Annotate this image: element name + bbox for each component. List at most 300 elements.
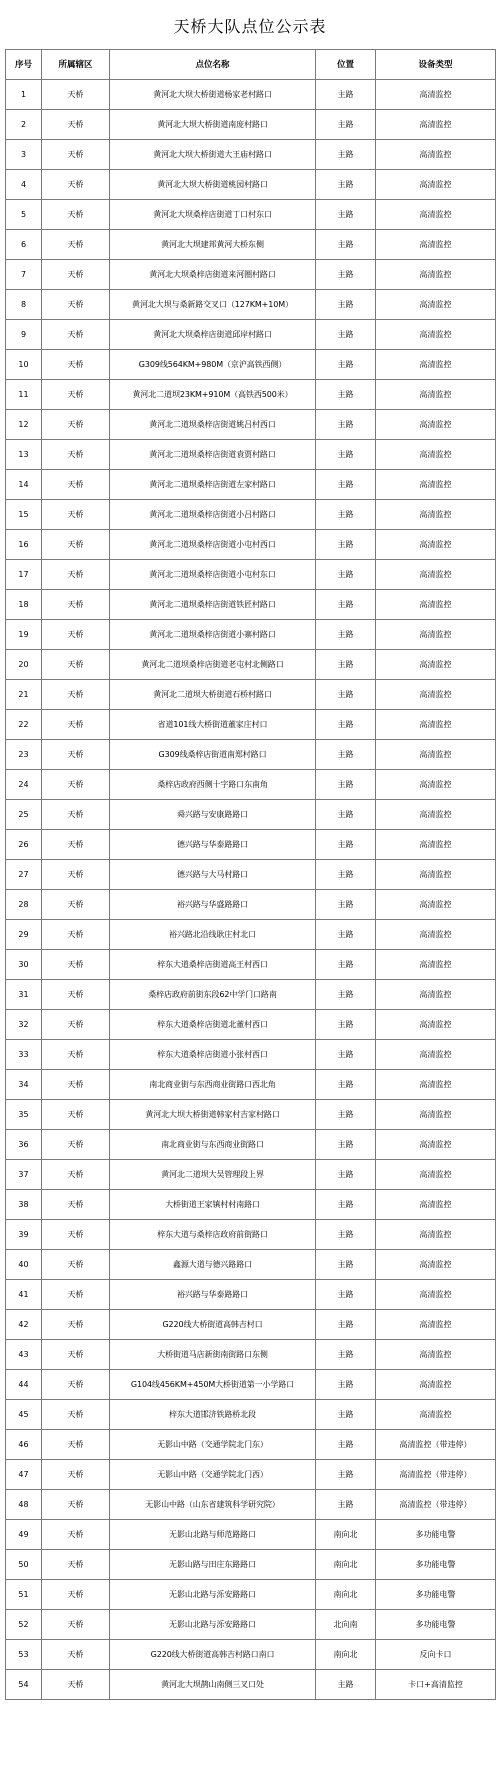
- cell-district: 天桥: [42, 410, 110, 440]
- cell-position: 主路: [316, 1130, 376, 1160]
- cell-district: 天桥: [42, 380, 110, 410]
- cell-location-name: 梓东大道与桑梓店政府前街路口: [110, 1220, 316, 1250]
- cell-index: 48: [6, 1490, 42, 1520]
- cell-position: 主路: [316, 680, 376, 710]
- cell-district: 天桥: [42, 1100, 110, 1130]
- cell-location-name: 黄河北大坝大桥街道韩家村吉家村路口: [110, 1100, 316, 1130]
- cell-location-name: 黄河北大坝桑梓店街道邱岸村路口: [110, 320, 316, 350]
- table-row: [6, 380, 496, 410]
- table-row: [6, 1670, 496, 1700]
- table-row: [6, 1310, 496, 1340]
- cell-index: 35: [6, 1100, 42, 1130]
- table-row: [6, 1130, 496, 1160]
- cell-index: 15: [6, 500, 42, 530]
- cell-index: 38: [6, 1190, 42, 1220]
- page-title: 天桥大队点位公示表: [173, 17, 327, 36]
- cell-device-type: 高清监控: [376, 800, 496, 830]
- table-row: [6, 1370, 496, 1400]
- cell-position: 主路: [316, 710, 376, 740]
- cell-district: 天桥: [42, 200, 110, 230]
- cell-position: 南向北: [316, 1580, 376, 1610]
- cell-location-name: 无影山中路（山东省建筑科学研究院）: [110, 1490, 316, 1520]
- table-row: [6, 1070, 496, 1100]
- cell-device-type: 高清监控: [376, 620, 496, 650]
- cell-device-type: 多功能电警: [376, 1580, 496, 1610]
- cell-district: 天桥: [42, 320, 110, 350]
- table-row: [6, 890, 496, 920]
- cell-position: 主路: [316, 350, 376, 380]
- cell-index: 39: [6, 1220, 42, 1250]
- table-row: [6, 1400, 496, 1430]
- table-row: [6, 1550, 496, 1580]
- cell-index: 36: [6, 1130, 42, 1160]
- cell-device-type: 高清监控: [376, 830, 496, 860]
- cell-index: 7: [6, 260, 42, 290]
- cell-location-name: 无影山路与田庄东路路口: [110, 1550, 316, 1580]
- cell-index: 23: [6, 740, 42, 770]
- cell-position: 主路: [316, 440, 376, 470]
- cell-device-type: 高清监控: [376, 1250, 496, 1280]
- cell-index: 53: [6, 1640, 42, 1670]
- cell-index: 33: [6, 1040, 42, 1070]
- cell-index: 5: [6, 200, 42, 230]
- cell-location-name: 无影山中路（交通学院北门东）: [110, 1430, 316, 1460]
- cell-device-type: 高清监控: [376, 1160, 496, 1190]
- cell-location-name: 桑梓店政府西侧十字路口东南角: [110, 770, 316, 800]
- cell-location-name: 黄河北二道坝桑梓店街道小吕村路口: [110, 500, 316, 530]
- cell-position: 主路: [316, 1400, 376, 1430]
- cell-device-type: 高清监控: [376, 1040, 496, 1070]
- cell-district: 天桥: [42, 290, 110, 320]
- table-row: [6, 1010, 496, 1040]
- cell-district: 天桥: [42, 1610, 110, 1640]
- cell-position: 主路: [316, 740, 376, 770]
- cell-index: 26: [6, 830, 42, 860]
- cell-district: 天桥: [42, 470, 110, 500]
- cell-district: 天桥: [42, 1160, 110, 1190]
- cell-location-name: 黄河北二道坝大桥街道石桥村路口: [110, 680, 316, 710]
- cell-district: 天桥: [42, 1370, 110, 1400]
- cell-index: 1: [6, 80, 42, 110]
- table-row: [6, 1520, 496, 1550]
- cell-location-name: 梓东大道桑梓店街道小张村西口: [110, 1040, 316, 1070]
- cell-device-type: 高清监控: [376, 320, 496, 350]
- table-row: [6, 470, 496, 500]
- cell-location-name: 黄河北大坝鹊山南侧三叉口处: [110, 1670, 316, 1700]
- cell-district: 天桥: [42, 1340, 110, 1370]
- cell-position: 主路: [316, 140, 376, 170]
- table-row: [6, 740, 496, 770]
- cell-index: 9: [6, 320, 42, 350]
- cell-device-type: 高清监控: [376, 1220, 496, 1250]
- cell-index: 25: [6, 800, 42, 830]
- cell-index: 10: [6, 350, 42, 380]
- cell-district: 天桥: [42, 950, 110, 980]
- cell-index: 4: [6, 170, 42, 200]
- cell-device-type: 高清监控: [376, 680, 496, 710]
- cell-index: 50: [6, 1550, 42, 1580]
- table-row: [6, 590, 496, 620]
- cell-location-name: 裕兴路与华盛路路口: [110, 890, 316, 920]
- cell-position: 南向北: [316, 1520, 376, 1550]
- table-row: [6, 500, 496, 530]
- cell-district: 天桥: [42, 1010, 110, 1040]
- cell-index: 51: [6, 1580, 42, 1610]
- cell-index: 41: [6, 1280, 42, 1310]
- cell-device-type: 高清监控: [376, 1070, 496, 1100]
- table-row: [6, 110, 496, 140]
- cell-position: 北向南: [316, 1610, 376, 1640]
- cell-position: 主路: [316, 260, 376, 290]
- cell-device-type: 高清监控: [376, 1130, 496, 1160]
- cell-index: 24: [6, 770, 42, 800]
- cell-district: 天桥: [42, 1670, 110, 1700]
- cell-device-type: 多功能电警: [376, 1550, 496, 1580]
- cell-location-name: 大桥街道王家镇村村南路口: [110, 1190, 316, 1220]
- cell-device-type: 高清监控: [376, 860, 496, 890]
- cell-location-name: 黄河北大坝大桥街道桃园村路口: [110, 170, 316, 200]
- cell-district: 天桥: [42, 530, 110, 560]
- cell-index: 3: [6, 140, 42, 170]
- cell-position: 主路: [316, 1490, 376, 1520]
- cell-district: 天桥: [42, 1430, 110, 1460]
- table-row: [6, 290, 496, 320]
- cell-location-name: G220线大桥街道高韩吉村路口南口: [110, 1640, 316, 1670]
- cell-device-type: 高清监控: [376, 80, 496, 110]
- cell-position: 主路: [316, 650, 376, 680]
- cell-position: 主路: [316, 1190, 376, 1220]
- cell-location-name: 南北商业街与东西商业街路口西北角: [110, 1070, 316, 1100]
- cell-position: 主路: [316, 410, 376, 440]
- cell-index: 16: [6, 530, 42, 560]
- cell-position: 主路: [316, 1340, 376, 1370]
- cell-device-type: 高清监控: [376, 200, 496, 230]
- cell-district: 天桥: [42, 860, 110, 890]
- table-header-row: [6, 50, 496, 80]
- table-row: [6, 140, 496, 170]
- cell-location-name: 黄河北二道坝23KM+910M（高铁西500米）: [110, 380, 316, 410]
- cell-position: 主路: [316, 770, 376, 800]
- cell-device-type: 高清监控: [376, 1340, 496, 1370]
- cell-position: 主路: [316, 800, 376, 830]
- cell-district: 天桥: [42, 1070, 110, 1100]
- cell-position: 主路: [316, 470, 376, 500]
- cell-position: 主路: [316, 230, 376, 260]
- cell-device-type: 高清监控: [376, 1280, 496, 1310]
- cell-position: 主路: [316, 1040, 376, 1070]
- cell-location-name: 黄河北大坝桑梓店街道来河圈村路口: [110, 260, 316, 290]
- cell-district: 天桥: [42, 590, 110, 620]
- table-row: [6, 80, 496, 110]
- cell-device-type: 高清监控: [376, 770, 496, 800]
- cell-position: 主路: [316, 620, 376, 650]
- cell-location-name: 黄河北大坝建邦黄河大桥东侧: [110, 230, 316, 260]
- table-row: [6, 230, 496, 260]
- cell-device-type: 高清监控: [376, 290, 496, 320]
- table-row: [6, 1580, 496, 1610]
- cell-position: 主路: [316, 1220, 376, 1250]
- cell-index: 2: [6, 110, 42, 140]
- cell-district: 天桥: [42, 1250, 110, 1280]
- table-row: [6, 800, 496, 830]
- cell-district: 天桥: [42, 560, 110, 590]
- table-row: [6, 1340, 496, 1370]
- cell-district: 天桥: [42, 260, 110, 290]
- location-table: [5, 49, 496, 1700]
- cell-district: 天桥: [42, 1280, 110, 1310]
- table-row: [6, 260, 496, 290]
- cell-index: 37: [6, 1160, 42, 1190]
- cell-district: 天桥: [42, 890, 110, 920]
- cell-location-name: 黄河北二道坝桑梓店街道小寨村路口: [110, 620, 316, 650]
- table-row: [6, 1640, 496, 1670]
- cell-district: 天桥: [42, 800, 110, 830]
- cell-index: 27: [6, 860, 42, 890]
- cell-location-name: 黄河北二道坝桑梓店街道姚吕村西口: [110, 410, 316, 440]
- cell-location-name: 无影山北路与泺安路路口: [110, 1610, 316, 1640]
- cell-district: 天桥: [42, 350, 110, 380]
- cell-index: 43: [6, 1340, 42, 1370]
- cell-device-type: 高清监控: [376, 560, 496, 590]
- table-row: [6, 620, 496, 650]
- cell-position: 主路: [316, 560, 376, 590]
- cell-position: 主路: [316, 590, 376, 620]
- cell-location-name: G309线564KM+980M（京沪高铁西侧）: [110, 350, 316, 380]
- cell-device-type: 卡口+高清监控: [376, 1670, 496, 1700]
- cell-index: 13: [6, 440, 42, 470]
- cell-location-name: 裕兴路与华泰路路口: [110, 1280, 316, 1310]
- cell-district: 天桥: [42, 1190, 110, 1220]
- cell-device-type: 高清监控: [376, 920, 496, 950]
- cell-location-name: 黄河北二道坝大吴管理段上界: [110, 1160, 316, 1190]
- cell-index: 54: [6, 1670, 42, 1700]
- cell-device-type: 高清监控: [376, 890, 496, 920]
- cell-device-type: 高清监控: [376, 500, 496, 530]
- cell-index: 6: [6, 230, 42, 260]
- cell-index: 29: [6, 920, 42, 950]
- cell-device-type: 高清监控: [376, 1400, 496, 1430]
- cell-location-name: G104线456KM+450M大桥街道第一小学路口: [110, 1370, 316, 1400]
- cell-position: 主路: [316, 1670, 376, 1700]
- cell-device-type: 高清监控: [376, 170, 496, 200]
- cell-position: 主路: [316, 1460, 376, 1490]
- cell-district: 天桥: [42, 1400, 110, 1430]
- cell-index: 44: [6, 1370, 42, 1400]
- cell-index: 22: [6, 710, 42, 740]
- table-row: [6, 440, 496, 470]
- cell-location-name: 梓东大道桑梓店街道高王村西口: [110, 950, 316, 980]
- cell-index: 45: [6, 1400, 42, 1430]
- cell-location-name: 桑梓店政府前街东段62中学门口路南: [110, 980, 316, 1010]
- cell-location-name: 省道101线大桥街道董家庄村口: [110, 710, 316, 740]
- table-row: [6, 1100, 496, 1130]
- cell-position: 主路: [316, 1070, 376, 1100]
- cell-district: 天桥: [42, 620, 110, 650]
- cell-location-name: 无影山北路与泺安路路口: [110, 1580, 316, 1610]
- cell-district: 天桥: [42, 440, 110, 470]
- cell-location-name: 梓东大道邯济铁路桥北段: [110, 1400, 316, 1430]
- cell-position: 主路: [316, 530, 376, 560]
- cell-device-type: 高清监控: [376, 1190, 496, 1220]
- cell-position: 主路: [316, 1100, 376, 1130]
- table-row: [6, 710, 496, 740]
- cell-position: 主路: [316, 380, 376, 410]
- cell-location-name: 黄河北大坝大桥街道南庞村路口: [110, 110, 316, 140]
- cell-device-type: 高清监控: [376, 1100, 496, 1130]
- cell-device-type: 高清监控: [376, 350, 496, 380]
- table-row: [6, 680, 496, 710]
- cell-position: 主路: [316, 1010, 376, 1040]
- cell-device-type: 高清监控（带违停）: [376, 1460, 496, 1490]
- cell-district: 天桥: [42, 830, 110, 860]
- table-row: [6, 650, 496, 680]
- cell-position: 南向北: [316, 1640, 376, 1670]
- cell-device-type: 多功能电警: [376, 1610, 496, 1640]
- cell-district: 天桥: [42, 1220, 110, 1250]
- cell-position: 主路: [316, 1250, 376, 1280]
- cell-position: 主路: [316, 1310, 376, 1340]
- cell-location-name: 舜兴路与安康路路口: [110, 800, 316, 830]
- table-body: [6, 80, 496, 1700]
- cell-district: 天桥: [42, 170, 110, 200]
- cell-position: 主路: [316, 860, 376, 890]
- table-row: [6, 1250, 496, 1280]
- cell-position: 主路: [316, 80, 376, 110]
- cell-index: 11: [6, 380, 42, 410]
- cell-index: 52: [6, 1610, 42, 1640]
- cell-index: 18: [6, 590, 42, 620]
- cell-device-type: 高清监控（带违停）: [376, 1430, 496, 1460]
- cell-district: 天桥: [42, 680, 110, 710]
- cell-district: 天桥: [42, 710, 110, 740]
- cell-position: 南向北: [316, 1550, 376, 1580]
- header-device-type: 设备类型: [376, 50, 496, 80]
- cell-device-type: 高清监控（带违停）: [376, 1490, 496, 1520]
- cell-location-name: G309线桑梓店街道南郑村路口: [110, 740, 316, 770]
- cell-device-type: 高清监控: [376, 950, 496, 980]
- cell-device-type: 高清监控: [376, 260, 496, 290]
- table-row: [6, 1040, 496, 1070]
- cell-device-type: 高清监控: [376, 710, 496, 740]
- cell-district: 天桥: [42, 110, 110, 140]
- cell-position: 主路: [316, 500, 376, 530]
- cell-index: 42: [6, 1310, 42, 1340]
- header-index: 序号: [6, 50, 42, 80]
- cell-device-type: 高清监控: [376, 650, 496, 680]
- cell-index: 8: [6, 290, 42, 320]
- cell-position: 主路: [316, 200, 376, 230]
- cell-device-type: 高清监控: [376, 1310, 496, 1340]
- cell-location-name: 梓东大道桑梓店街道北董村西口: [110, 1010, 316, 1040]
- cell-location-name: 黄河北二道坝桑梓店街道老屯村北侧路口: [110, 650, 316, 680]
- cell-position: 主路: [316, 980, 376, 1010]
- cell-device-type: 高清监控: [376, 470, 496, 500]
- table-row: [6, 860, 496, 890]
- cell-device-type: 多功能电警: [376, 1520, 496, 1550]
- cell-device-type: 高清监控: [376, 380, 496, 410]
- cell-device-type: 反向卡口: [376, 1640, 496, 1670]
- cell-location-name: 德兴路与大马村路口: [110, 860, 316, 890]
- cell-position: 主路: [316, 1160, 376, 1190]
- cell-position: 主路: [316, 830, 376, 860]
- cell-index: 19: [6, 620, 42, 650]
- cell-location-name: 大桥街道马店新街南街路口东侧: [110, 1340, 316, 1370]
- cell-device-type: 高清监控: [376, 1010, 496, 1040]
- cell-location-name: 黄河北大坝桑梓店街道丁口村东口: [110, 200, 316, 230]
- cell-location-name: 鑫源大道与德兴路路口: [110, 1250, 316, 1280]
- cell-device-type: 高清监控: [376, 740, 496, 770]
- cell-position: 主路: [316, 920, 376, 950]
- cell-district: 天桥: [42, 1550, 110, 1580]
- cell-district: 天桥: [42, 770, 110, 800]
- table-row: [6, 200, 496, 230]
- cell-district: 天桥: [42, 1520, 110, 1550]
- cell-position: 主路: [316, 1370, 376, 1400]
- cell-index: 46: [6, 1430, 42, 1460]
- cell-position: 主路: [316, 890, 376, 920]
- cell-index: 21: [6, 680, 42, 710]
- cell-district: 天桥: [42, 980, 110, 1010]
- table-row: [6, 1220, 496, 1250]
- table-row: [6, 170, 496, 200]
- table-row: [6, 320, 496, 350]
- cell-district: 天桥: [42, 1580, 110, 1610]
- cell-position: 主路: [316, 170, 376, 200]
- cell-position: 主路: [316, 290, 376, 320]
- cell-district: 天桥: [42, 1490, 110, 1520]
- cell-index: 49: [6, 1520, 42, 1550]
- cell-index: 47: [6, 1460, 42, 1490]
- cell-position: 主路: [316, 1280, 376, 1310]
- cell-device-type: 高清监控: [376, 230, 496, 260]
- cell-location-name: 黄河北二道坝桑梓店街道左家村路口: [110, 470, 316, 500]
- cell-index: 28: [6, 890, 42, 920]
- cell-device-type: 高清监控: [376, 530, 496, 560]
- cell-device-type: 高清监控: [376, 590, 496, 620]
- cell-district: 天桥: [42, 1040, 110, 1070]
- table-row: [6, 1490, 496, 1520]
- cell-index: 14: [6, 470, 42, 500]
- table-row: [6, 410, 496, 440]
- cell-location-name: 黄河北二道坝桑梓店街道小屯村西口: [110, 530, 316, 560]
- cell-location-name: G220线大桥街道高韩吉村口: [110, 1310, 316, 1340]
- cell-device-type: 高清监控: [376, 440, 496, 470]
- table-row: [6, 1190, 496, 1220]
- cell-index: 30: [6, 950, 42, 980]
- cell-index: 20: [6, 650, 42, 680]
- header-position: 位置: [316, 50, 376, 80]
- cell-district: 天桥: [42, 140, 110, 170]
- header-location-name: 点位名称: [110, 50, 316, 80]
- table-row: [6, 350, 496, 380]
- cell-district: 天桥: [42, 1130, 110, 1160]
- cell-district: 天桥: [42, 920, 110, 950]
- table-row: [6, 1280, 496, 1310]
- table-row: [6, 980, 496, 1010]
- cell-location-name: 无影山北路与师范路路口: [110, 1520, 316, 1550]
- cell-location-name: 南北商业街与东西商业街路口: [110, 1130, 316, 1160]
- cell-district: 天桥: [42, 1640, 110, 1670]
- cell-district: 天桥: [42, 740, 110, 770]
- header-district: 所属辖区: [42, 50, 110, 80]
- table-row: [6, 770, 496, 800]
- cell-position: 主路: [316, 320, 376, 350]
- cell-position: 主路: [316, 110, 376, 140]
- cell-index: 17: [6, 560, 42, 590]
- cell-position: 主路: [316, 950, 376, 980]
- cell-device-type: 高清监控: [376, 410, 496, 440]
- cell-district: 天桥: [42, 230, 110, 260]
